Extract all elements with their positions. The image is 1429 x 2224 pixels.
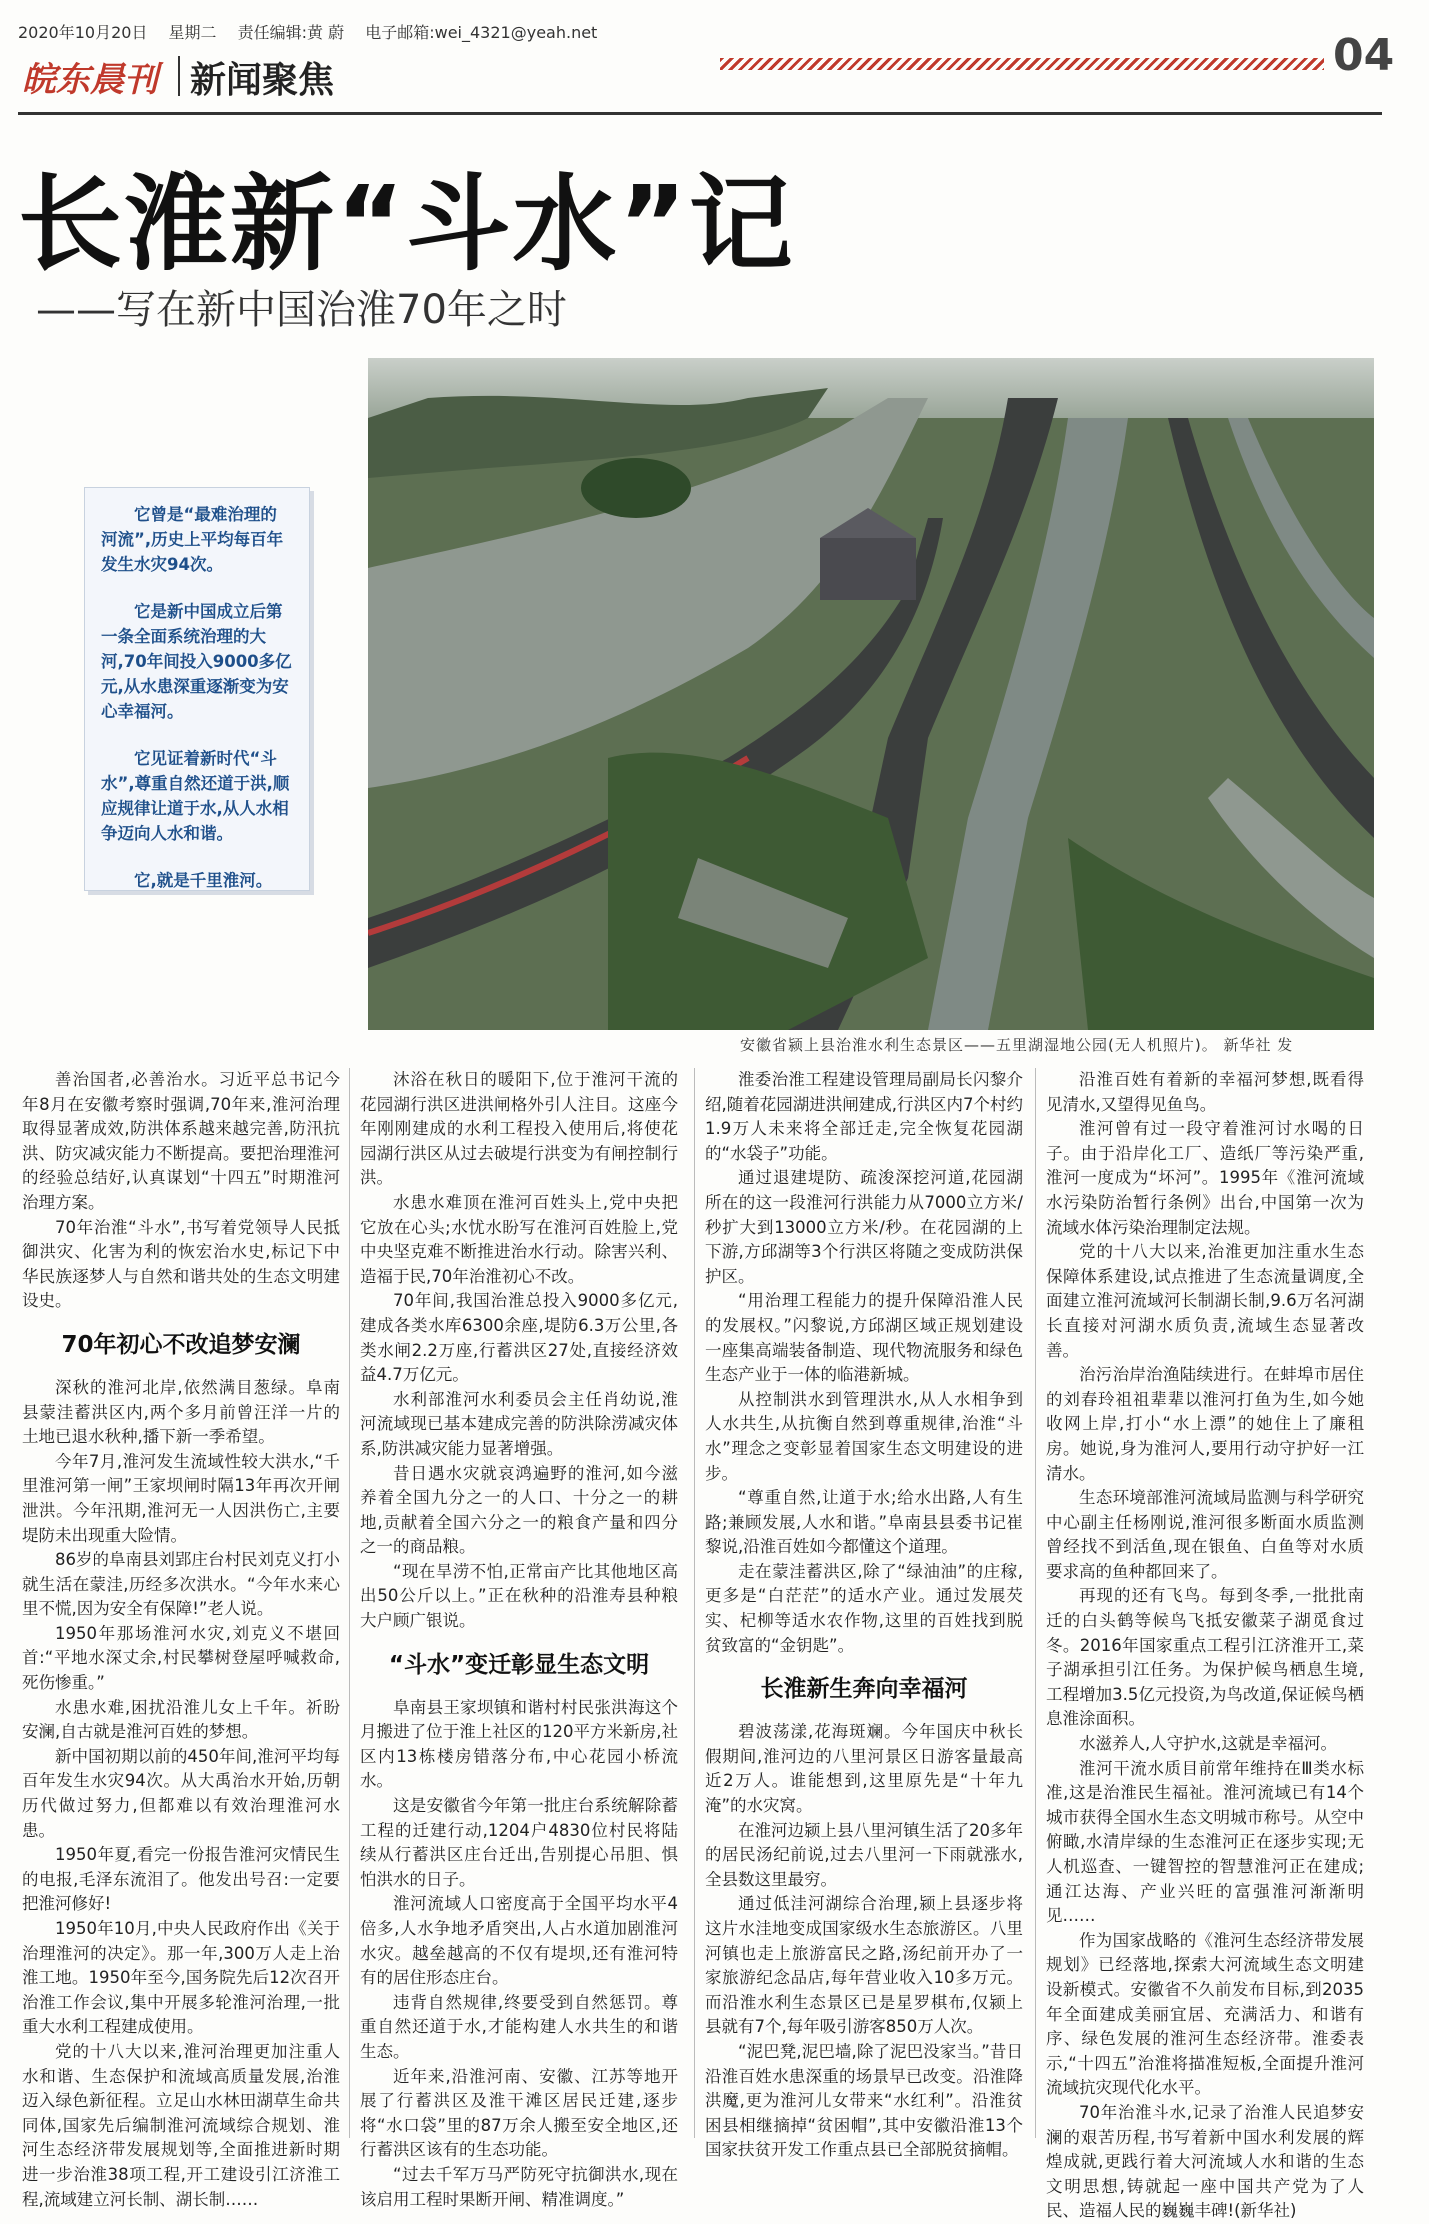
body-paragraph: 70年间,我国治淮总投入9000多亿元,建成各类水库6300余座,堤防6.3万公里,各类水闸2.2万座,行蓄洪区27处,直接经济效益4.7万亿元。 <box>360 1291 678 1385</box>
body-paragraph: 淮委治淮工程建设管理局副局长闪黎介绍,随着花园湖进洪闸建成,行洪区内7个村约1.9万人未来将全部迁走,完全恢复花园湖的“水袋子”功能。 <box>705 1070 1023 1163</box>
body-paragraph: 水利部淮河水利委员会主任肖幼说,淮河流域现已基本建成完善的防洪除涝减灾体系,防洪减灾能力显著增强。 <box>360 1389 678 1458</box>
article-headline: 长淮新“斗水”记 <box>18 163 795 285</box>
section-heading: “斗水”变迁彰显生态文明 <box>388 1651 650 1678</box>
header-rule <box>18 112 1382 115</box>
body-paragraph: 通过退建堤防、疏浚深挖河道,花园湖所在的这一段淮河行洪能力从7000立方米/秒扩大到13000立方米/秒。在花园湖的上下游,方邱湖等3个行洪区将随之变成防洪保护区。 <box>705 1168 1023 1286</box>
body-paragraph: 淮河流域人口密度高于全国平均水平4倍多,人水争地矛盾突出,人占水道加剧淮河水灾。越垒越高的不仅有堤坝,还有淮河特有的居住形态庄台。 <box>360 1894 678 1988</box>
body-paragraph: 1950年夏,看完一份报告淮河灾情民生的电报,毛泽东流泪了。他发出号召:一定要把淮河修好! <box>22 1845 340 1914</box>
body-paragraph: 深秋的淮河北岸,依然满目葱绿。阜南县蒙洼蓄洪区内,两个多月前曾汪洋一片的土地已退水秋种,播下新一季希望。 <box>22 1377 340 1447</box>
column-divider <box>694 1068 695 2138</box>
body-paragraph: 86岁的阜南县刘郢庄台村民刘克义打小就生活在蒙洼,历经多次洪水。“今年水来心里不慌,因为安全有保障!”老人说。 <box>22 1550 340 1619</box>
body-paragraph: 通过低洼河湖综合治理,颍上县逐步将这片水洼地变成国家级水生态旅游区。八里河镇也走上旅游富民之路,汤纪前开办了一家旅游纪念品店,每年营业收入10多万元。而沿淮水利生态景区已是星罗棋布,仅颍上县就有7个,每年吸引游客850万人次。 <box>705 1894 1023 2037</box>
summary-paragraph: 它是新中国成立后第一条全面系统治理的大河,70年间投入9000多亿元,从水患深重逐渐变为安心幸福河。 <box>101 602 292 721</box>
body-paragraph: 阜南县王家坝镇和谐村村民张洪海这个月搬进了位于淮上社区的120平方米新房,社区内13栋楼房错落分布,中心花园小桥流水。 <box>360 1697 678 1791</box>
article-subheadline: ——写在新中国治淮70年之时 <box>36 287 567 333</box>
summary-paragraph: 它见证着新时代“斗水”,尊重自然还道于洪,顺应规律让道于水,从人水相争迈向人水和谐。 <box>101 749 290 843</box>
article-column-2 <box>360 1068 678 2212</box>
aerial-photo <box>368 358 1374 1030</box>
body-paragraph: 淮河曾有过一段守着淮河讨水喝的日子。由于沿岸化工厂、造纸厂等污染严重,淮河一度成为“坏河”。1995年《淮河流域水污染防治暂行条例》出台,中国第一次为流域水体污染治理制定法规。 <box>1046 1119 1364 1237</box>
body-paragraph: 水滋养人,人守护水,这就是幸福河。 <box>1079 1734 1337 1754</box>
body-paragraph: 新中国初期以前的450年间,淮河平均每百年发生水灾94次。从大禹治水开始,历朝历代做过努力,但都难以有效治理淮河水患。 <box>22 1746 340 1840</box>
body-paragraph: 沿淮百姓有着新的幸福河梦想,既看得见清水,又望得见鱼鸟。 <box>1046 1070 1364 1114</box>
body-paragraph: 这是安徽省今年第一批庄台系统解除蓄工程的迁建行动,1204户4830位村民将陆续从行蓄洪区庄台迁出,告别提心吊胆、惧怕洪水的日子。 <box>360 1796 678 1889</box>
newspaper-logo: 皖东晨刊 <box>22 60 158 100</box>
body-paragraph: 淮河干流水质目前常年维持在Ⅲ类水标准,这是治淮民生福祉。淮河流域已有14个城市获得全国水生态文明城市称号。从空中俯瞰,水清岸绿的生态淮河正在逐步实现;无人机巡查、一键智控的智慧淮河正在建成;通江达海、产业兴旺的富强淮河渐渐明见…… <box>1046 1758 1364 1926</box>
body-paragraph: “用治理工程能力的提升保障沿淮人民的发展权。”闪黎说,方邱湖区域正规划建设一座集高端装备制造、现代物流服务和绿色生态产业于一体的临港新城。 <box>705 1291 1023 1385</box>
article-column-4 <box>1046 1068 1364 2224</box>
body-paragraph: 再现的还有飞鸟。每到冬季,一批批南迁的白头鹤等候鸟飞抵安徽菜子湖觅食过冬。2016年国家重点工程引江济淮开工,菜子湖承担引江任务。为保护候鸟栖息生境,工程增加3.5亿元投资,为鸟改道,保证候鸟栖息淮涂面积。 <box>1046 1586 1364 1729</box>
brand-divider <box>178 56 180 96</box>
body-paragraph: 善治国者,必善治水。习近平总书记今年8月在安徽考察时强调,70年来,淮河治理取得显著成效,防洪体系越来越完善,防汛抗洪、防灾减灾能力不断提高。要把治理淮河的经验总结好,认真谋划“十四五”时期淮河治理方案。 <box>22 1070 340 1212</box>
body-paragraph: 从控制洪水到管理洪水,从人水相争到人水共生,从抗衡自然到尊重规律,治淮“斗水”理念之变彰显着国家生态文明建设的进步。 <box>705 1389 1023 1483</box>
summary-box <box>84 487 310 891</box>
editor-email: 电子邮箱:wei_4321@yeah.net <box>365 23 598 42</box>
masthead-info <box>18 20 613 43</box>
summary-paragraph: 它,就是千里淮河。 <box>134 871 273 890</box>
body-paragraph: 碧波荡漾,花海斑斓。今年国庆中秋长假期间,淮河边的八里河景区日游客量最高近2万人。谁能想到,这里原先是“十年九淹”的水灾窝。 <box>705 1722 1023 1816</box>
body-paragraph: 近年来,沿淮河南、安徽、江苏等地开展了行蓄洪区及淮干滩区居民迁建,逐步将“水口袋”里的87万余人搬至安全地区,还行蓄洪区该有的生态功能。 <box>360 2066 678 2160</box>
body-paragraph: 昔日遇水灾就哀鸿遍野的淮河,如今滋养着全国九分之一的人口、十分之一的耕地,贡献着全国六分之一的粮食产量和四分之一的商品粮。 <box>360 1463 678 1557</box>
body-paragraph: 生态环境部淮河流域局监测与科学研究中心副主任杨刚说,淮河很多断面水质监测曾经找不到活鱼,现在银鱼、白鱼等对水质要求高的鱼种都回来了。 <box>1046 1488 1364 1581</box>
section-heading: 长淮新生奔向幸福河 <box>760 1676 968 1703</box>
photo-caption: 安徽省颍上县治淮水利生态景区——五里湖湿地公园(无人机照片)。 新华社 发 <box>740 1036 1294 1054</box>
body-paragraph: 1950年10月,中央人民政府作出《关于治理淮河的决定》。那一年,300万人走上治淮工地。1950年至今,国务院先后12次召开治淮工作会议,集中开展多轮淮河治理,一批重大水利工程建成使用。 <box>22 1919 340 2037</box>
summary-paragraph: 它曾是“最难治理的河流”,历史上平均每百年发生水灾94次。 <box>101 505 284 574</box>
body-paragraph: 走在蒙洼蓄洪区,除了“绿油油”的庄稼,更多是“白茫茫”的适水产业。通过发展芡实、杞柳等适水农作物,这里的百姓找到脱贫致富的“金钥匙”。 <box>705 1561 1023 1655</box>
body-paragraph: 70年治淮斗水,记录了治淮人民追梦安澜的艰苦历程,书写着新中国水利发展的辉煌成就,更践行着大河流域人水和谐的生态文明思想,铸就起一座中国共产党为了人民、造福人民的巍巍丰碑!(新华社) <box>1046 2102 1364 2221</box>
body-paragraph: “过去千军万马严防死守抗御洪水,现在该启用工程时果断开闸、精准调度。” <box>360 2164 678 2209</box>
body-paragraph: 沐浴在秋日的暖阳下,位于淮河干流的花园湖行洪区进洪闸格外引人注目。这座今年刚刚建成的水利工程投入使用后,将使花园湖行洪区从过去破堤行洪变为有闸控制行洪。 <box>360 1070 678 1188</box>
page-number: 04 <box>1333 30 1395 81</box>
article-column-1 <box>22 1068 340 2212</box>
issue-date: 2020年10月20日 <box>18 23 148 42</box>
body-paragraph: 治污治岸治渔陆续进行。在蚌埠市居住的刘春玲祖祖辈辈以淮河打鱼为生,如今她收网上岸,打小“水上漂”的她住上了廉租房。她说,身为淮河人,要用行动守护好一江清水。 <box>1046 1365 1364 1483</box>
column-divider <box>349 1068 350 2138</box>
body-paragraph: “现在旱涝不怕,正常亩产比其他地区高出50公斤以上。”正在秋种的沿淮寿县种粮大户顾广银说。 <box>360 1561 678 1631</box>
body-paragraph: 违背自然规律,终要受到自然惩罚。尊重自然还道于水,才能构建人水共生的和谐生态。 <box>360 1992 678 2061</box>
body-paragraph: “泥巴凳,泥巴墙,除了泥巴没家当。”昔日沿淮百姓水患深重的场景早已改变。沿淮降洪魔,更为淮河儿女带来“水红利”。沿淮贫困县相继摘掉“贫困帽”,其中安徽沿淮13个国家扶贫开发工作重点县已全部脱贫摘帽。 <box>705 2041 1023 2160</box>
body-paragraph: 70年治淮“斗水”,书写着党领导人民抵御洪灾、化害为利的恢宏治水史,标记下中华民族逐梦人与自然和谐共处的生态文明建设史。 <box>22 1217 340 1311</box>
body-paragraph: 党的十八大以来,淮河治理更加注重人水和谐、生态保护和流域高质量发展,治淮迈入绿色新征程。立足山水林田湖草生命共同体,国家先后编制淮河流域综合规划、淮河生态经济带发展规划等,全面推进新时期进一步治淮38项工程,开工建设引江济淮工程,流域建立河长制、湖长制…… <box>22 2041 340 2209</box>
article-column-3 <box>705 1068 1023 2163</box>
column-divider <box>1035 1068 1036 2138</box>
body-paragraph: “尊重自然,让道于水;给水出路,人有生路;兼顾发展,人水和谐。”阜南县县委书记崔黎说,沿淮百姓如今都懂这个道理。 <box>705 1488 1023 1557</box>
issue-weekday: 星期二 <box>168 23 217 42</box>
body-paragraph: 1950年那场淮河水灾,刘克义不堪回首:“平地水深丈余,村民攀树登屋呼喊救命,死伤惨重。” <box>22 1623 340 1693</box>
editor: 责任编辑:黄 蔚 <box>237 23 345 42</box>
section-heading: 70年初心不改追梦安澜 <box>61 1331 301 1358</box>
body-paragraph: 作为国家战略的《淮河生态经济带发展规划》已经落地,探索大河流域生态文明建设新模式。安徽省不久前发布目标,到2035年全面建成美丽宜居、充满活力、和谐有序、绿色发展的淮河生态经济带。淮委表示,“十四五”治淮将描准短板,全面提升淮河流域抗灾现代化水平。 <box>1046 1930 1364 2098</box>
body-paragraph: 党的十八大以来,治淮更加注重水生态保障体系建设,试点推进了生态流量调度,全面建立淮河流域河长制湖长制,9.6万名河湖长直接对河湖水质负责,流域生态显著改善。 <box>1046 1242 1364 1360</box>
body-paragraph: 今年7月,淮河发生流域性较大洪水,“千里淮河第一闸”王家坝闸时隔13年再次开闸泄洪。今年汛期,淮河无一人因洪伤亡,主要堤防未出现重大险情。 <box>22 1451 340 1545</box>
body-paragraph: 水患水难顶在淮河百姓头上,党中央把它放在心头;水忧水盼写在淮河百姓脸上,党中央坚克难不断推进治水行动。除害兴利、造福于民,70年治淮初心不改。 <box>360 1192 678 1286</box>
body-paragraph: 水患水难,困扰沿淮儿女上千年。祈盼安澜,自古就是淮河百姓的梦想。 <box>22 1697 340 1742</box>
body-paragraph: 在淮河边颍上县八里河镇生活了20多年的居民汤纪前说,过去八里河一下雨就涨水,全县数这里最穷。 <box>705 1820 1023 1889</box>
section-title: 新闻聚焦 <box>190 60 335 101</box>
decorative-hatch-bar <box>720 58 1324 70</box>
